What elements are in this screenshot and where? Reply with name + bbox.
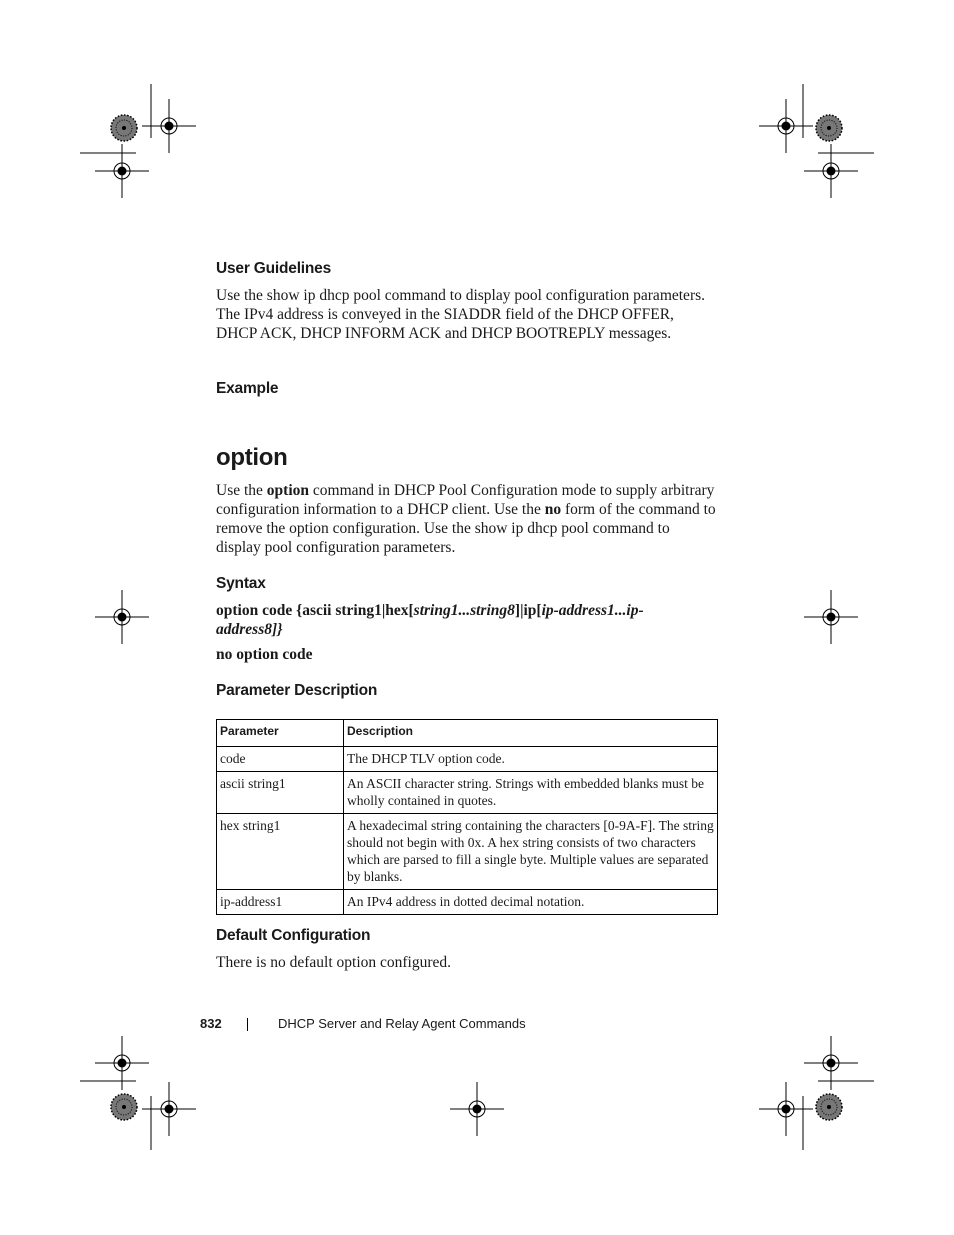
parameter-description-heading: Parameter Description — [216, 682, 378, 699]
table-header-row — [217, 720, 718, 747]
parameter-cell: hex string1 — [217, 814, 344, 890]
keyword-option: option — [266, 482, 310, 499]
table-row — [217, 772, 718, 814]
syntax-line-no-option: no option code — [216, 646, 313, 663]
command-description: Use the option command in DHCP Pool Configuration mode to supply arbitrary configuration information to a DHCP client. Use the no form of the command to remove the option configuration. Use the show ip dhcp pool command to display pool configuration parameters. — [216, 482, 716, 556]
default-configuration-heading: Default Configuration — [216, 927, 371, 944]
parameter-cell: code — [217, 747, 344, 772]
example-heading: Example — [216, 380, 279, 397]
description-cell: An IPv4 address in dotted decimal notation. — [344, 890, 718, 915]
parameter-cell: ip-address1 — [217, 890, 344, 915]
user-guidelines-body: Use the show ip dhcp pool command to display pool configuration parameters. The IPv4 address is conveyed in the SIADDR field of the DHCP OFFER, DHCP ACK, DHCP INFORM ACK and DHCP BOOTREPLY messages. — [216, 287, 706, 342]
keyword-no: no — [544, 501, 562, 518]
syntax-line-option: option code {ascii string1|hex[string1...string8]|ip[ip-address1...ip-address8]} — [216, 602, 644, 638]
table-row — [217, 814, 718, 890]
chapter-title: DHCP Server and Relay Agent Commands — [278, 1016, 526, 1031]
description-cell: A hexadecimal string containing the characters [0-9A-F]. The string should not begin with 0x. A hex string consists of two characters which are parsed to fill a single byte. Multiple values are separated by blanks. — [344, 814, 718, 890]
column-header-parameter: Parameter — [217, 720, 344, 747]
table-row — [217, 890, 718, 915]
default-configuration-body: There is no default option configured. — [216, 954, 452, 971]
parameter-cell: ascii string1 — [217, 772, 344, 814]
page-number: 832 — [200, 1016, 222, 1031]
column-header-description: Description — [344, 720, 718, 747]
parameter-table — [216, 719, 718, 915]
footer-divider — [247, 1018, 248, 1031]
table-row — [217, 747, 718, 772]
description-cell: The DHCP TLV option code. — [344, 747, 718, 772]
syntax-heading: Syntax — [216, 575, 266, 592]
command-title: option — [216, 444, 288, 471]
user-guidelines-heading: User Guidelines — [216, 260, 332, 277]
description-cell: An ASCII character string. Strings with embedded blanks must be wholly contained in quotes. — [344, 772, 718, 814]
